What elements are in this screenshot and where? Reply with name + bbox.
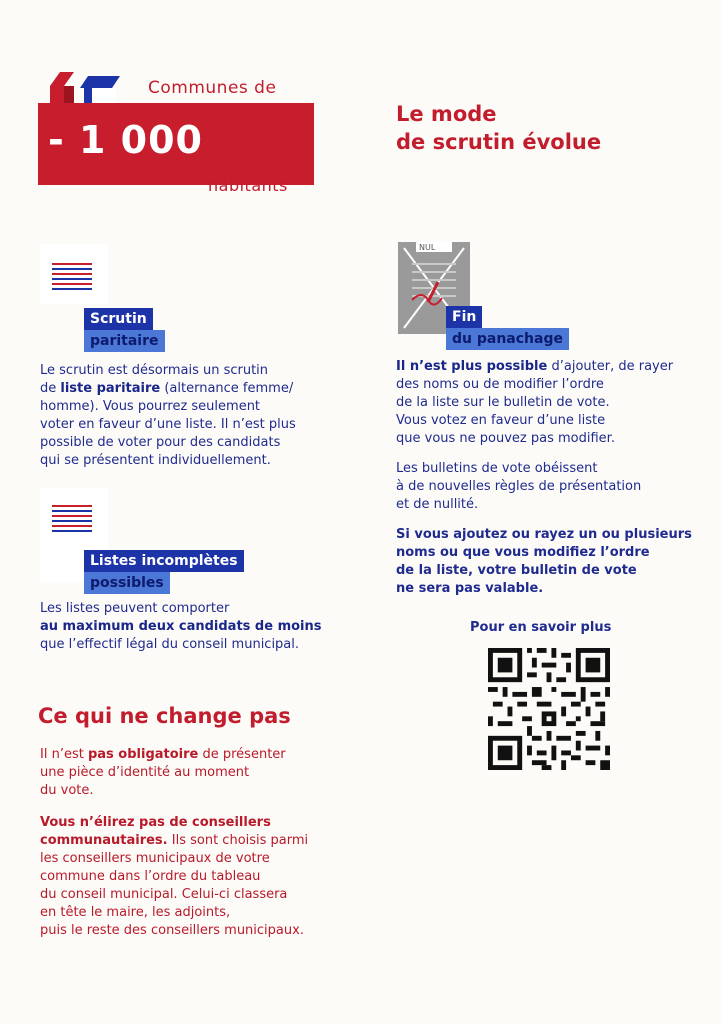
ballot-list-icon xyxy=(40,244,108,304)
text-line: de la liste, votre bulletin de vote xyxy=(396,563,637,578)
text-line xyxy=(40,814,360,832)
text-span: de xyxy=(40,381,61,396)
text-span: (alternance femme/ xyxy=(160,381,294,396)
text-line: voter en faveur d’une liste. Il n’est plus xyxy=(40,417,296,432)
bulletins-text xyxy=(396,460,696,514)
text-line: possible de voter pour des candidats xyxy=(40,435,281,450)
text-line xyxy=(40,618,370,636)
text-span: Il n’est xyxy=(40,747,88,762)
qr-code-icon[interactable] xyxy=(488,648,610,770)
unchanged-text-2 xyxy=(40,814,360,940)
panachage-text xyxy=(396,358,696,448)
text-line: en tête le maire, les adjoints, xyxy=(40,905,231,920)
population-number: - 1 000 xyxy=(48,118,203,162)
text-span: Ils sont choisis parmi xyxy=(167,833,309,848)
text-line: Si vous ajoutez ou rayez un ou plusieurs xyxy=(396,527,692,542)
text-line: commune dans l’ordre du tableau xyxy=(40,869,261,884)
text-span: d’ajouter, de rayer xyxy=(547,359,674,374)
scrutin-text xyxy=(40,362,360,470)
bold-span: communautaires. xyxy=(40,833,168,848)
more-info-label: Pour en savoir plus xyxy=(470,620,612,635)
text-line: des noms ou de modifier l’ordre xyxy=(396,377,604,392)
page-title xyxy=(396,100,601,156)
panachage-label-1: Fin xyxy=(446,306,482,328)
text-line: puis le reste des conseillers municipaux. xyxy=(40,923,304,938)
text-line: Le scrutin est désormais un scrutin xyxy=(40,363,269,378)
bold-span: liste paritaire xyxy=(60,381,161,396)
text-line: et de nullité. xyxy=(396,497,479,512)
warning-text xyxy=(396,526,706,598)
text-line: Vous votez en faveur d’une liste xyxy=(396,413,606,428)
panachage-label-2: du panachage xyxy=(446,328,569,350)
title-line-2: de scrutin évolue xyxy=(396,130,602,154)
unchanged-title: Ce qui ne change pas xyxy=(38,704,291,728)
text-line: noms ou que vous modifiez l’ordre xyxy=(396,545,650,560)
text-line: de la liste sur le bulletin de vote. xyxy=(396,395,610,410)
text-line xyxy=(40,746,360,764)
habitants-label: habitants xyxy=(208,176,288,195)
bold-span: au maximum deux candidats de moins xyxy=(40,619,322,634)
listes-label-1: Listes incomplètes xyxy=(84,550,244,572)
text-line: les conseillers municipaux de votre xyxy=(40,851,270,866)
title-line-1: Le mode xyxy=(396,102,497,126)
bold-span: pas obligatoire xyxy=(87,747,199,762)
text-line: qui se présentent individuellement. xyxy=(40,453,271,468)
text-line xyxy=(40,380,360,398)
listes-text xyxy=(40,600,370,654)
text-line: une pièce d’identité au moment xyxy=(40,765,250,780)
text-line: du conseil municipal. Celui-ci classera xyxy=(40,887,288,902)
bold-span: Il n’est plus possible xyxy=(396,359,548,374)
text-span: de présenter xyxy=(198,747,286,762)
text-line xyxy=(40,832,360,850)
null-ballot-label: NUL xyxy=(419,243,436,252)
text-line: du vote. xyxy=(40,783,94,798)
text-line: Les listes peuvent comporter xyxy=(40,601,230,616)
communes-label: Communes de xyxy=(148,78,277,98)
listes-label-2: possibles xyxy=(84,572,170,594)
unchanged-text-1 xyxy=(40,746,360,800)
bold-span: Vous n’élirez pas de conseillers xyxy=(40,815,271,830)
text-line: à de nouvelles règles de présentation xyxy=(396,479,642,494)
text-line: que vous ne pouvez pas modifier. xyxy=(396,431,615,446)
text-line: homme). Vous pourrez seulement xyxy=(40,399,261,414)
text-line xyxy=(396,358,696,376)
text-line: que l’effectif légal du conseil municipal. xyxy=(40,637,300,652)
scrutin-label-1: Scrutin xyxy=(84,308,153,330)
text-line: Les bulletins de vote obéissent xyxy=(396,461,598,476)
text-line: ne sera pas valable. xyxy=(396,581,544,596)
scrutin-label-2: paritaire xyxy=(84,330,165,352)
